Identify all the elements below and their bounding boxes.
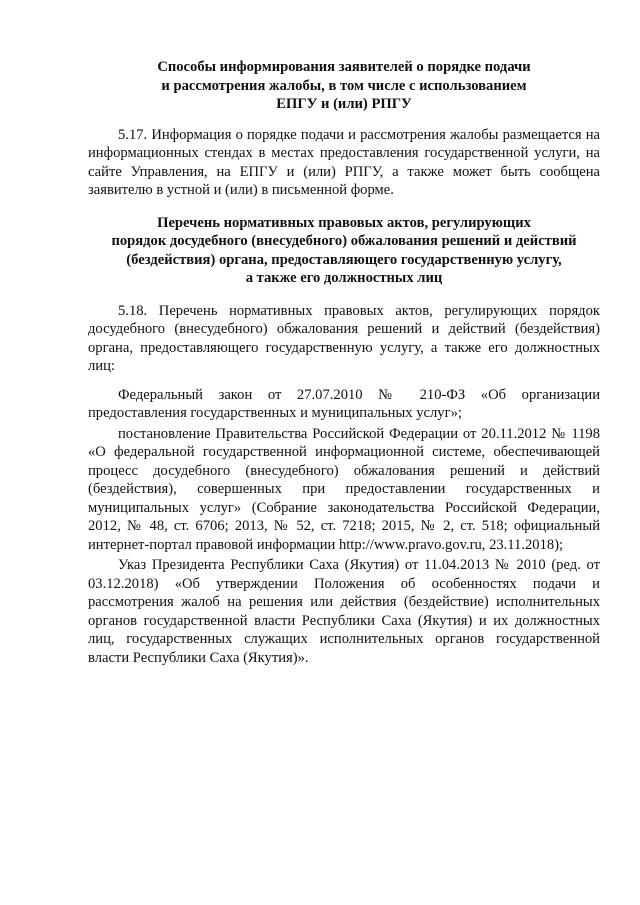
paragraph-5-18: 5.18. Перечень нормативных правовых актов, регулирующих порядок досудебного (внесудебного) обжалования решений и действий (бездействия) органа, предоставляющего государственную услугу, а также его должностных лиц: bbox=[88, 302, 600, 374]
legal-act-item-federal-law: Федеральный закон от 27.07.2010 № 210-ФЗ «Об организации предоставления государственных и муниципальных услуг»; bbox=[88, 386, 600, 421]
heading-line: порядок досудебного (внесудебного) обжалования решений и действий bbox=[111, 233, 577, 249]
heading-line: Перечень нормативных правовых актов, регулирующих bbox=[157, 214, 531, 231]
paragraph-5-17: 5.17. Информация о порядке подачи и рассмотрения жалобы размещается на информационных стендах в местах предоставления государственной услуги, на сайте Управления, на ЕПГУ и (или) РПГУ, а также может быть сообщена заявителю в устной и (или) в письменной форме. bbox=[88, 126, 600, 198]
heading-line: а также его должностных лиц bbox=[245, 270, 443, 286]
section-heading-complaint-info bbox=[88, 58, 600, 114]
heading-line: ЕПГУ и (или) РПГУ bbox=[276, 96, 412, 112]
document-page bbox=[88, 58, 600, 669]
heading-line: Способы информирования заявителей о порядке подачи bbox=[157, 59, 531, 75]
legal-act-item-government-resolution: постановление Правительства Российской Федерации от 20.11.2012 № 1198 «О федеральной государственной информационной системе, обеспечивающей процесс досудебного (внесудебного) обжалования решений и действий (бездействия), совершенных при предоставлении государственных и муниципальных услуг» (Собрание законодательства Российской Федерации, 2012, № 48, ст. 6706; 2013, № 52, ст. 7218; 2015, № 2, ст. 518; официальный интернет-портал правовой информации http://www.pravo.gov.ru, 23.11.2018); bbox=[88, 425, 600, 553]
heading-line: и рассмотрения жалобы, в том числе с использованием bbox=[161, 77, 527, 94]
section-heading-legal-acts bbox=[88, 214, 600, 288]
legal-act-item-presidential-decree: Указ Президента Республики Саха (Якутия) от 11.04.2013 № 2010 (ред. от 03.12.2018) «Об утверждении Положения об особенностях подачи и рассмотрения жалоб на решения или действия (бездействие) исполнительных органов государственной власти Республики Саха (Якутия) и их должностных лиц, государственных служащих исполнительных органов государственной власти Республики Саха (Якутия)». bbox=[88, 557, 600, 666]
heading-line: (бездействия) органа, предоставляющего государственную услугу, bbox=[126, 251, 562, 268]
